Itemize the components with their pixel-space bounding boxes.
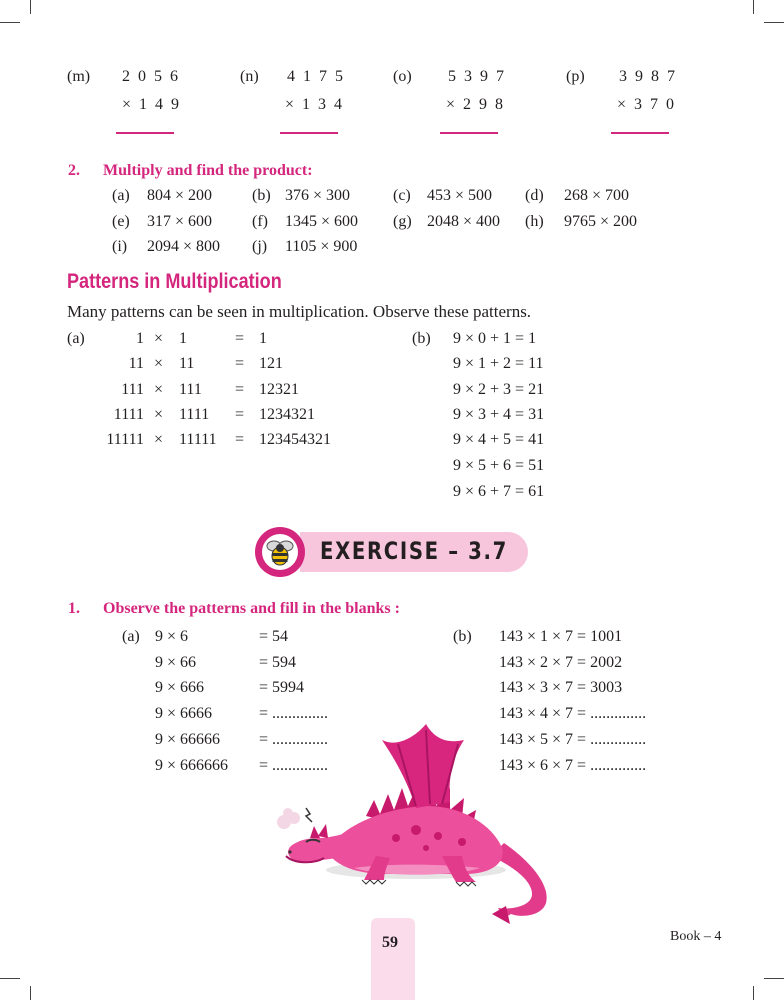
exercise-result: = .............. [259, 705, 329, 722]
pattern-row: 9 × 5 + 6 = 51 [453, 457, 545, 474]
exercise-row: 143 × 1 × 7 = 1001 [499, 628, 623, 645]
exercise-expr: 9 × 6666 [155, 705, 213, 722]
problem-label: (o) [393, 68, 412, 85]
pattern-right: 11111 [179, 431, 217, 448]
exercise-row: 143 × 5 × 7 = .............. [499, 731, 647, 748]
problem-label: (p) [566, 68, 585, 85]
crop-mark [30, 0, 31, 14]
answer-line [116, 132, 174, 134]
exercise-expr: 9 × 666666 [155, 757, 229, 774]
question-number: 2. [68, 162, 80, 179]
item-label: (j) [252, 238, 268, 255]
item-label: (b) [252, 187, 271, 204]
item-expr: 1345 × 600 [285, 213, 359, 230]
pattern-eq: = [235, 330, 245, 347]
question-title: Multiply and find the product: [103, 162, 313, 179]
pattern-op: × [154, 406, 164, 423]
exercise-title: EXERCISE – 3.7 [320, 537, 508, 565]
question-number: 1. [68, 600, 80, 617]
item-label: (i) [112, 238, 128, 255]
pattern-label: (a) [67, 330, 85, 347]
item-expr: 1105 × 900 [285, 238, 358, 255]
pattern-eq: = [235, 381, 245, 398]
answer-line [440, 132, 498, 134]
problem-bottom: × 3 7 0 [617, 96, 677, 113]
item-label: (a) [112, 187, 130, 204]
item-expr: 9765 × 200 [564, 213, 638, 230]
exercise-expr: 9 × 6 [155, 628, 189, 645]
bee-icon [264, 536, 296, 568]
exercise-result: = 54 [259, 628, 289, 645]
pattern-right: 111 [179, 381, 202, 398]
problem-bottom: × 1 3 4 [285, 96, 345, 113]
pattern-label: (b) [412, 330, 431, 347]
problem-bottom: × 1 4 9 [122, 96, 182, 113]
item-label: (d) [525, 187, 544, 204]
pattern-op: × [154, 355, 164, 372]
crop-mark [753, 0, 754, 14]
pattern-eq: = [235, 355, 245, 372]
pattern-eq: = [235, 431, 245, 448]
exercise-result: = 594 [259, 654, 297, 671]
pattern-row: 9 × 4 + 5 = 41 [453, 431, 545, 448]
crop-mark [30, 986, 31, 1000]
problem-bottom: × 2 9 8 [446, 96, 506, 113]
pattern-result: 1234321 [259, 406, 315, 423]
problem-top: 3 9 8 7 [619, 68, 677, 85]
pattern-row: 9 × 1 + 2 = 11 [453, 355, 544, 372]
exercise-expr: 9 × 66666 [155, 731, 221, 748]
page-number: 59 [382, 934, 398, 951]
pattern-right: 11 [179, 355, 195, 372]
section-heading: Patterns in Multiplication [67, 270, 282, 293]
exercise-expr: 9 × 666 [155, 679, 205, 696]
pattern-left: 111 [121, 381, 144, 398]
pattern-left: 1 [136, 330, 144, 347]
dragon-illustration [266, 718, 570, 928]
pattern-result: 1 [259, 330, 267, 347]
pattern-row: 9 × 2 + 3 = 21 [453, 381, 545, 398]
pattern-left: 1111 [113, 406, 144, 423]
pattern-right: 1111 [179, 406, 210, 423]
pattern-op: × [154, 330, 164, 347]
item-expr: 2048 × 400 [427, 213, 501, 230]
crop-mark [753, 986, 754, 1000]
exercise-row: 143 × 4 × 7 = .............. [499, 705, 647, 722]
answer-line [611, 132, 669, 134]
exercise-row: 143 × 3 × 7 = 3003 [499, 679, 623, 696]
item-label: (e) [112, 213, 130, 230]
page-number-tab [371, 918, 415, 1000]
item-expr: 2094 × 800 [147, 238, 221, 255]
pattern-result: 12321 [259, 381, 299, 398]
item-expr: 804 × 200 [147, 187, 213, 204]
item-label: (c) [393, 187, 411, 204]
problem-label: (n) [240, 68, 259, 85]
pattern-result: 121 [259, 355, 283, 372]
exercise-result: = .............. [259, 757, 329, 774]
intro-text: Many patterns can be seen in multiplication. Observe these patterns. [67, 302, 532, 321]
exercise-expr: 9 × 66 [155, 654, 197, 671]
answer-line [280, 132, 338, 134]
pattern-right: 1 [179, 330, 187, 347]
pattern-op: × [154, 381, 164, 398]
book-label: Book – 4 [670, 929, 722, 944]
exercise-row: 143 × 6 × 7 = .............. [499, 757, 647, 774]
pattern-eq: = [235, 406, 245, 423]
pattern-left: 11 [128, 355, 144, 372]
problem-top: 4 1 7 5 [287, 68, 345, 85]
item-expr: 453 × 500 [427, 187, 493, 204]
exercise-label: (a) [122, 628, 140, 645]
item-expr: 317 × 600 [147, 213, 213, 230]
pattern-row: 9 × 3 + 4 = 31 [453, 406, 545, 423]
exercise-row: 143 × 2 × 7 = 2002 [499, 654, 623, 671]
crop-mark [0, 22, 20, 23]
problem-top: 2 0 5 6 [122, 68, 180, 85]
exercise-label: (b) [453, 628, 472, 645]
crop-mark [764, 22, 784, 23]
pattern-left: 11111 [106, 431, 144, 448]
pattern-op: × [154, 431, 164, 448]
pattern-row: 9 × 0 + 1 = 1 [453, 330, 537, 347]
exercise-result: = 5994 [259, 679, 305, 696]
crop-mark [764, 978, 784, 979]
problem-label: (m) [67, 68, 91, 85]
exercise-result: = .............. [259, 731, 329, 748]
item-expr: 376 × 300 [285, 187, 351, 204]
item-expr: 268 × 700 [564, 187, 630, 204]
pattern-row: 9 × 6 + 7 = 61 [453, 483, 545, 500]
question-title: Observe the patterns and fill in the blanks : [103, 600, 400, 617]
item-label: (f) [252, 213, 268, 230]
problem-top: 5 3 9 7 [448, 68, 506, 85]
pattern-result: 123454321 [259, 431, 331, 448]
item-label: (g) [393, 213, 412, 230]
crop-mark [0, 978, 20, 979]
item-label: (h) [525, 213, 544, 230]
